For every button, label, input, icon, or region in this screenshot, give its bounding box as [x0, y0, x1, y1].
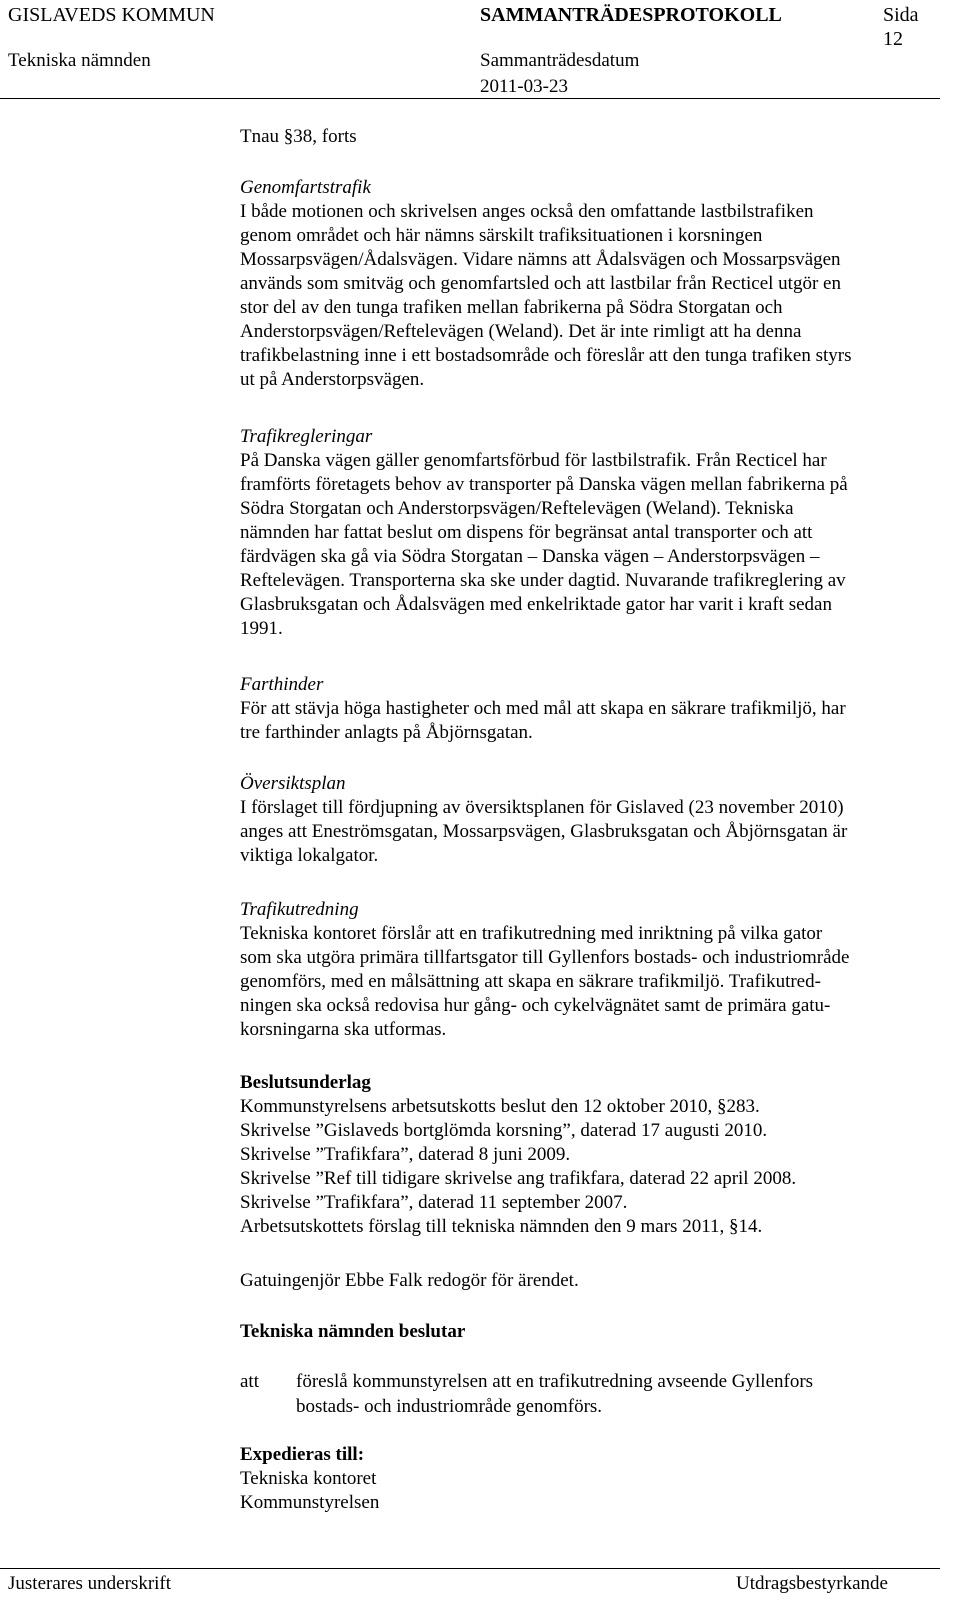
section-title: Trafikregleringar — [240, 426, 373, 447]
section-line: Södra Storgatan och Anderstorpsvägen/Reftelevägen (Weland). Tekniska — [240, 498, 794, 519]
decision-basis-item: Skrivelse ”Trafikfara”, daterad 8 juni 2009. — [240, 1144, 571, 1165]
section-line: ut på Anderstorpsvägen. — [240, 369, 425, 390]
section-line: korsningarna ska utformas. — [240, 1019, 447, 1040]
section-line: genom området och här nämns särskilt trafiksituationen i korsningen — [240, 225, 763, 246]
section-line: Anderstorpsvägen/Reftelevägen (Weland). Det är inte rimligt att ha denna — [240, 321, 802, 342]
decision-basis-item: Arbetsutskottets förslag till tekniska nämnden den 9 mars 2011, §14. — [240, 1216, 763, 1237]
section-line: Tekniska kontoret förslår att en trafikutredning med inriktning på vilka gator — [240, 923, 823, 944]
committee-name: Tekniska nämnden — [8, 50, 151, 71]
section-line: ningen ska också redovisa hur gång- och cykelvägnätet samt de primära gatu- — [240, 995, 831, 1016]
section-line: används som smitväg och genomfartsled och att lastbilar från Recticel utgör en — [240, 273, 841, 294]
decision-basis-item: Skrivelse ”Ref till tidigare skrivelse ang trafikfara, daterad 22 april 2008. — [240, 1168, 797, 1189]
decision-basis-item: Skrivelse ”Gislaveds bortglömda korsning”, daterad 17 augusti 2010. — [240, 1120, 768, 1141]
report-note: Gatuingenjör Ebbe Falk redogör för ärendet. — [240, 1270, 579, 1291]
section-line: genomförs, med en målsättning att skapa en säkrare trafikmiljö. Trafikutred- — [240, 971, 821, 992]
section-line: För att stävja höga hastigheter och med mål att skapa en säkrare trafikmiljö, har — [240, 698, 846, 719]
section-trafikregleringar — [240, 425, 960, 641]
section-line: Glasbruksgatan och Ådalsvägen med enkelriktade gator har varit i kraft sedan — [240, 594, 832, 615]
meeting-date-label: Sammanträdesdatum — [480, 50, 640, 71]
decision-line: bostads- och industriområde genomförs. — [296, 1396, 603, 1417]
decision-basis-item: Kommunstyrelsens arbetsutskotts beslut den 12 oktober 2010, §283. — [240, 1096, 760, 1117]
section-line: anges att Eneströmsgatan, Mossarpsvägen, Glasbruksgatan och Åbjörnsgatan är — [240, 821, 848, 842]
distribution-recipient: Kommunstyrelsen — [240, 1492, 380, 1513]
case-reference: Tnau §38, forts — [240, 126, 357, 147]
section-line: På Danska vägen gäller genomfartsförbud för lastbilstrafik. Från Recticel har — [240, 450, 827, 471]
section-line: nämnden har fattat beslut om dispens för begränsat antal transporter och att — [240, 522, 813, 543]
footer-divider — [0, 1568, 940, 1569]
section-title: Översiktsplan — [240, 773, 346, 794]
section-line: 1991. — [240, 618, 283, 639]
section-line: tre farthinder anlagts på Åbjörnsgatan. — [240, 722, 533, 743]
decision-basis-item: Skrivelse ”Trafikfara”, daterad 11 september 2007. — [240, 1192, 628, 1213]
section-trafikutredning — [240, 898, 960, 1042]
footer-signature-label: Justerares underskrift — [8, 1573, 172, 1594]
section-line: I både motionen och skrivelsen anges också den omfattande lastbilstrafiken — [240, 201, 814, 222]
decision-att-label: att — [240, 1371, 259, 1392]
section-title: Farthinder — [240, 674, 324, 695]
section-title: Trafikutredning — [240, 899, 359, 920]
section-line: Reftelevägen. Transporterna ska ske under dagtid. Nuvarande trafikreglering av — [240, 570, 846, 591]
org-name: GISLAVEDS KOMMUN — [8, 4, 215, 26]
doc-type: SAMMANTRÄDESPROTOKOLL — [480, 4, 782, 26]
section-oversiktsplan — [240, 772, 960, 868]
section-farthinder — [240, 673, 960, 745]
section-line: trafikbelastning inne i ett bostadsområde och föreslår att den tunga trafiken styrs — [240, 345, 852, 366]
section-line: framförts företagets behov av transporter på Danska vägen mellan fabrikerna på — [240, 474, 848, 495]
section-line: Mossarpsvägen/Ådalsvägen. Vidare nämns att Ådalsvägen och Mossarpsvägen — [240, 249, 841, 270]
meeting-date: 2011-03-23 — [480, 76, 568, 97]
section-line: som ska utgöra primära tillfartsgator till Gyllenfors bostads- och industriområde — [240, 947, 850, 968]
decision-basis-title: Beslutsunderlag — [240, 1072, 371, 1093]
footer-certification-label: Utdragsbestyrkande — [736, 1573, 888, 1594]
page-number: 12 — [883, 28, 903, 50]
distribution-title: Expedieras till: — [240, 1444, 365, 1465]
decision-title: Tekniska nämnden beslutar — [240, 1321, 466, 1342]
header-divider — [0, 98, 940, 99]
distribution — [240, 1443, 960, 1515]
section-line: stor del av den tunga trafiken mellan fabrikerna på Södra Storgatan och — [240, 297, 783, 318]
decision-basis — [240, 1071, 960, 1239]
section-line: viktiga lokalgator. — [240, 845, 379, 866]
section-line: I förslaget till fördjupning av översiktsplanen för Gislaved (23 november 2010) — [240, 797, 844, 818]
section-genomfartstrafik — [240, 176, 960, 392]
distribution-recipient: Tekniska kontoret — [240, 1468, 377, 1489]
section-line: färdvägen ska gå via Södra Storgatan – Danska vägen – Anderstorpsvägen – — [240, 546, 820, 567]
decision-line: föreslå kommunstyrelsen att en trafikutredning avseende Gyllenfors — [296, 1371, 814, 1392]
page-label: Sida — [883, 4, 919, 26]
section-title: Genomfartstrafik — [240, 177, 371, 198]
